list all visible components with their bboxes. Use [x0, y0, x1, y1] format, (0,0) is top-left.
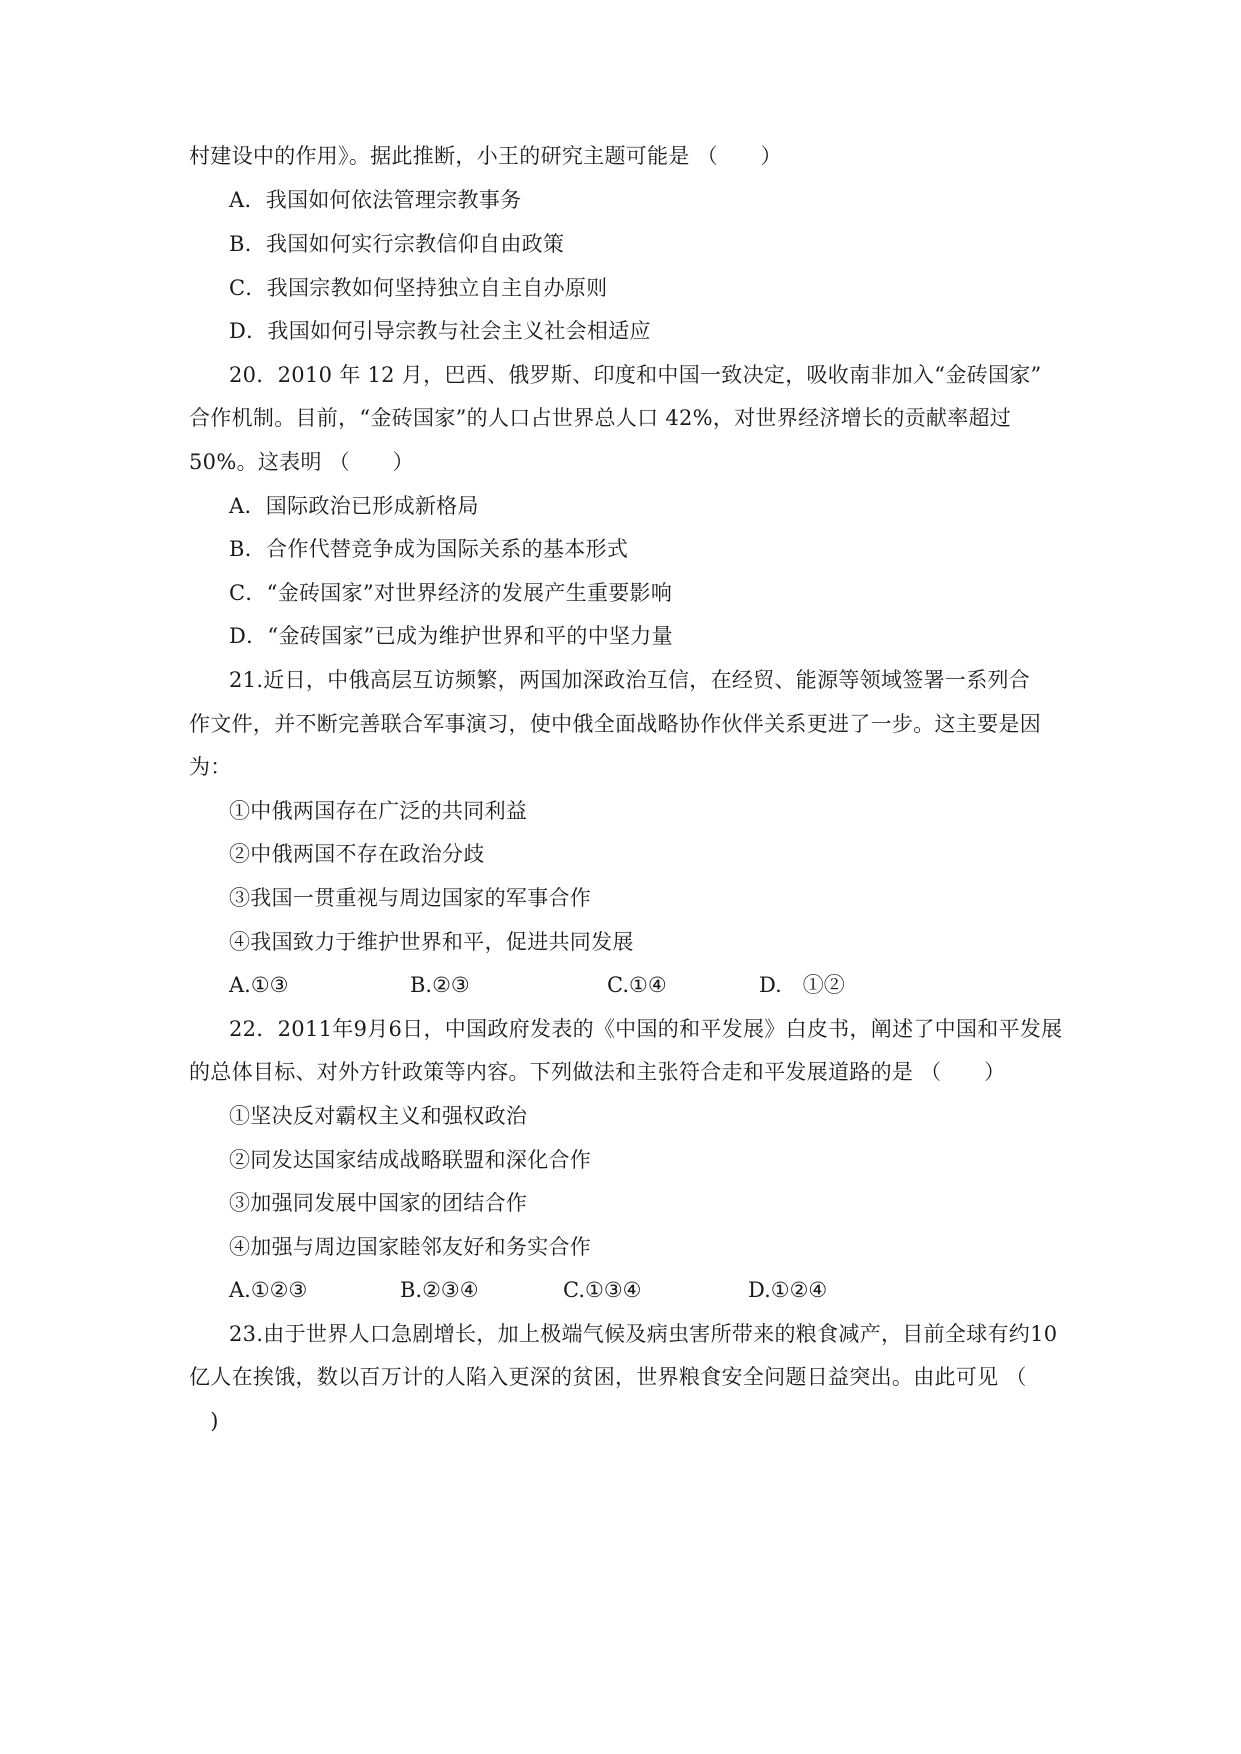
q21-choice-b: B.②③: [410, 973, 470, 997]
q20-option-d: D．“金砖国家”已成为维护世界和平的中坚力量: [229, 624, 673, 648]
q21-choice-c: C.①④: [607, 973, 667, 997]
q21-stem-line-3: 为：: [189, 755, 232, 779]
q19-option-c: C．我国宗教如何坚持独立自主自办原则: [229, 276, 608, 300]
q22-stem-line-1: 22．2011年9月6日，中国政府发表的《中国的和平发展》白皮书，阐述了中国和平发展: [229, 1017, 1063, 1041]
q22-choice-a: A.①②③: [229, 1278, 308, 1302]
q22-statement-4: ④加强与周边国家睦邻友好和务实合作: [229, 1235, 592, 1259]
q23-stem-line-1: 23.由于世界人口急剧增长，加上极端气候及病虫害所带来的粮食减产，目前全球有约10: [229, 1322, 1058, 1346]
q20-option-b: B．合作代替竞争成为国际关系的基本形式: [229, 537, 629, 561]
q21-statement-4: ④我国致力于维护世界和平，促进共同发展: [229, 930, 634, 954]
q20-option-a: A．国际政治已形成新格局: [229, 494, 479, 518]
q22-statement-2: ②同发达国家结成战略联盟和深化合作: [229, 1148, 592, 1172]
q19-option-a: A．我国如何依法管理宗教事务: [229, 188, 522, 212]
q21-choice-d: D. ①②: [759, 973, 845, 997]
q20-stem-line-3: 50%。这表明 （ ）: [189, 450, 414, 474]
q19-option-b: B．我国如何实行宗教信仰自由政策: [229, 232, 565, 256]
q20-stem-line-2: 合作机制。目前，“金砖国家”的人口占世界总人口 42%，对世界经济增长的贡献率超过: [189, 406, 1012, 430]
q21-stem-line-1: 21.近日，中俄高层互访频繁，两国加深政治互信，在经贸、能源等领域签署一系列合: [229, 668, 1031, 692]
q22-stem-line-2: 的总体目标、对外方针政策等内容。下列做法和主张符合走和平发展道路的是 （ ）: [189, 1060, 1006, 1084]
q19-option-d: D．我国如何引导宗教与社会主义社会相适应: [229, 319, 651, 343]
q22-choice-b: B.②③④: [400, 1278, 479, 1302]
q23-stem-line-2: 亿人在挨饿，数以百万计的人陷入更深的贫困，世界粮食安全问题日益突出。由此可见 （: [189, 1365, 1027, 1389]
q21-choice-a: A.①③: [229, 973, 289, 997]
q21-statement-1: ①中俄两国存在广泛的共同利益: [229, 799, 528, 823]
q23-stem-line-3: ): [189, 1409, 219, 1433]
q21-stem-line-2: 作文件，并不断完善联合军事演习，使中俄全面战略协作伙伴关系更进了一步。这主要是因: [189, 712, 1041, 736]
q22-statement-3: ③加强同发展中国家的团结合作: [229, 1191, 528, 1215]
q20-option-c: C．“金砖国家”对世界经济的发展产生重要影响: [229, 581, 673, 605]
q22-statement-1: ①坚决反对霸权主义和强权政治: [229, 1104, 528, 1128]
q19-stem-tail: 村建设中的作用》。据此推断，小王的研究主题可能是 （ ）: [189, 144, 782, 168]
q22-choice-d: D.①②④: [748, 1278, 828, 1302]
q20-stem-line-1: 20．2010 年 12 月，巴西、俄罗斯、印度和中国一致决定，吸收南非加入“金砖国家”: [229, 363, 1042, 387]
q21-statement-3: ③我国一贯重视与周边国家的军事合作: [229, 886, 592, 910]
q21-statement-2: ②中俄两国不存在政治分歧: [229, 842, 485, 866]
q22-choice-c: C.①③④: [563, 1278, 642, 1302]
